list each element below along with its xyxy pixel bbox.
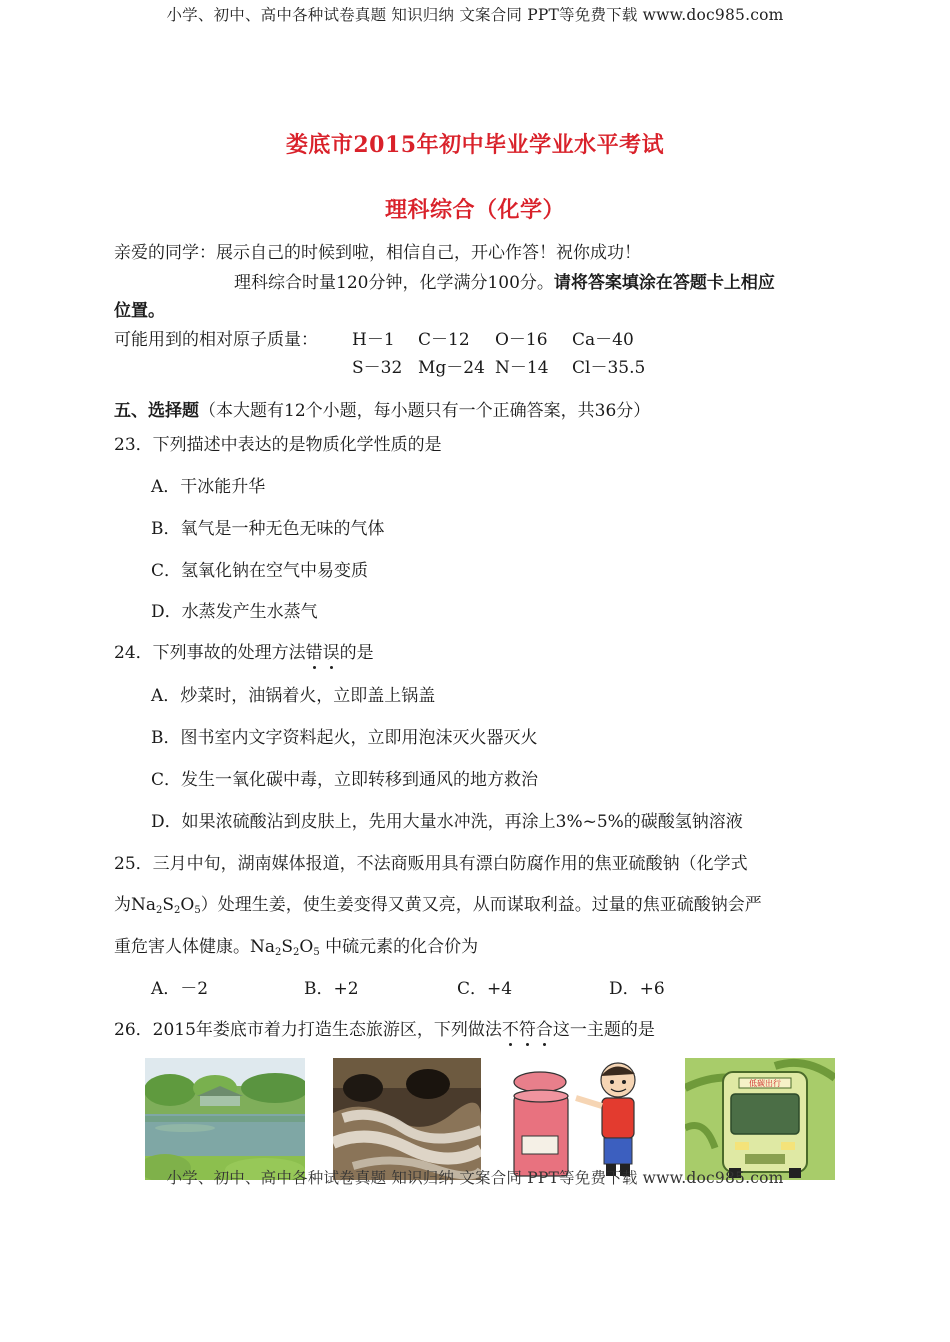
lake-park-photo bbox=[145, 1058, 305, 1180]
section-note: （本大题有12个小题，每小题只有一个正确答案，共36分） bbox=[199, 401, 651, 421]
page-footer: 小学、初中、高中各种试卷真题 知识归纳 文案合同 PPT等免费下载 www.doc985.com bbox=[166, 1169, 784, 1187]
q25-line-2 bbox=[114, 890, 762, 916]
q23-option-a: A．干冰能升华 bbox=[151, 477, 266, 497]
atomic-mass-n: N－14 bbox=[495, 358, 549, 378]
q25-sub: 5 bbox=[313, 947, 320, 958]
atomic-mass-s: S－32 bbox=[352, 358, 403, 378]
q24-option-c: C．发生一氧化碳中毒，立即转移到通风的地方救治 bbox=[151, 770, 539, 790]
instruction-line-2: 位置。 bbox=[114, 301, 165, 321]
atomic-mass-o: O－16 bbox=[495, 330, 548, 350]
q25-sub: 2 bbox=[174, 905, 181, 916]
bus-sign: 低碳出行 bbox=[749, 1079, 781, 1088]
q25-option-a: A．－2 bbox=[151, 979, 209, 999]
q25-sub: 2 bbox=[275, 947, 282, 958]
page-header: 小学、初中、高中各种试卷真题 知识归纳 文案合同 PPT等免费下载 www.doc985.com bbox=[166, 6, 784, 24]
exam-subtitle: 理科综合（化学） bbox=[384, 197, 565, 223]
q26-emphasis-he: 合 bbox=[536, 1015, 553, 1040]
q24-emphasis-cuo: 错 bbox=[306, 638, 323, 663]
q25-formula-s: S bbox=[162, 895, 175, 915]
atomic-mass-h: H－1 bbox=[352, 330, 395, 350]
atomic-mass-label: 可能用到的相对原子质量： bbox=[114, 330, 318, 350]
q26-stem bbox=[114, 1015, 655, 1040]
atomic-mass-ca: Ca－40 bbox=[572, 330, 634, 350]
atomic-mass-mg: Mg－24 bbox=[418, 358, 485, 378]
atomic-mass-c: C－12 bbox=[418, 330, 470, 350]
q25-formula-s: S bbox=[281, 937, 294, 957]
q25-line-3-end: 中硫元素的化合价为 bbox=[319, 937, 479, 957]
q25-formula-o: O bbox=[299, 937, 314, 957]
q23-option-b: B．氧气是一种无色无味的气体 bbox=[151, 519, 385, 539]
q25-sub: 2 bbox=[156, 905, 163, 916]
q26-emphasis-fu: 符 bbox=[519, 1015, 536, 1040]
q23-stem: 23．下列描述中表达的是物质化学性质的是 bbox=[114, 435, 442, 455]
q24-option-a: A．炒菜时，油锅着火，立即盖上锅盖 bbox=[151, 686, 436, 706]
green-bus-cartoon bbox=[685, 1058, 835, 1180]
q25-line-2-text: ）处理生姜，使生姜变得又黄又亮，从而谋取利益。过量的焦亚硫酸钠会严 bbox=[200, 895, 762, 915]
q25-option-b: B．+2 bbox=[304, 979, 359, 999]
sewage-outfall-photo bbox=[333, 1058, 481, 1180]
q26-stem-end: 这一主题的是 bbox=[552, 1020, 655, 1040]
q25-formula-na: 为Na bbox=[114, 895, 157, 915]
q23-option-d: D．水蒸发产生水蒸气 bbox=[151, 602, 318, 622]
q25-line-3-text: 重危害人体健康。Na bbox=[114, 937, 276, 957]
section-heading bbox=[114, 396, 650, 421]
q24-stem bbox=[114, 638, 374, 663]
q26-emphasis-bu: 不 bbox=[502, 1015, 519, 1040]
q24-stem-text: 24．下列事故的处理方法 bbox=[114, 643, 306, 663]
q25-line-3 bbox=[114, 932, 478, 958]
q23-option-c: C．氢氧化钠在空气中易变质 bbox=[151, 561, 369, 581]
q25-line-1: 25．三月中旬，湖南媒体报道，不法商贩用具有漂白防腐作用的焦亚硫酸钠（化学式 bbox=[114, 854, 748, 874]
q25-sub: 5 bbox=[194, 905, 201, 916]
q24-option-b: B．图书室内文字资料起火，立即用泡沫灭火器灭火 bbox=[151, 728, 538, 748]
greeting: 亲爱的同学：展示自己的时候到啦，相信自己，开心作答！祝你成功！ bbox=[114, 243, 641, 263]
trash-can-cartoon bbox=[508, 1058, 654, 1180]
atomic-mass-cl: Cl－35.5 bbox=[572, 358, 646, 378]
q25-option-d: D．+6 bbox=[609, 979, 665, 999]
instruction-plain: 理科综合时量120分钟，化学满分100分。 bbox=[234, 273, 554, 293]
q25-sub: 2 bbox=[293, 947, 300, 958]
q26-stem-text: 26．2015年娄底市着力打造生态旅游区，下列做法 bbox=[114, 1020, 502, 1040]
q25-option-c: C．+4 bbox=[457, 979, 513, 999]
instruction-bold: 请将答案填涂在答题卡上相应 bbox=[553, 273, 775, 293]
q24-emphasis-wu: 误 bbox=[323, 638, 340, 663]
instruction-line-1 bbox=[234, 268, 775, 293]
q24-option-d: D．如果浓硫酸沾到皮肤上，先用大量水冲洗，再涂上3%~5%的碳酸氢钠溶液 bbox=[151, 812, 743, 832]
exam-title: 娄底市2015年初中毕业学业水平考试 bbox=[285, 132, 665, 158]
q25-formula-o: O bbox=[180, 895, 195, 915]
section-title: 五、选择题 bbox=[114, 401, 199, 421]
q24-stem-end: 的是 bbox=[339, 643, 374, 663]
